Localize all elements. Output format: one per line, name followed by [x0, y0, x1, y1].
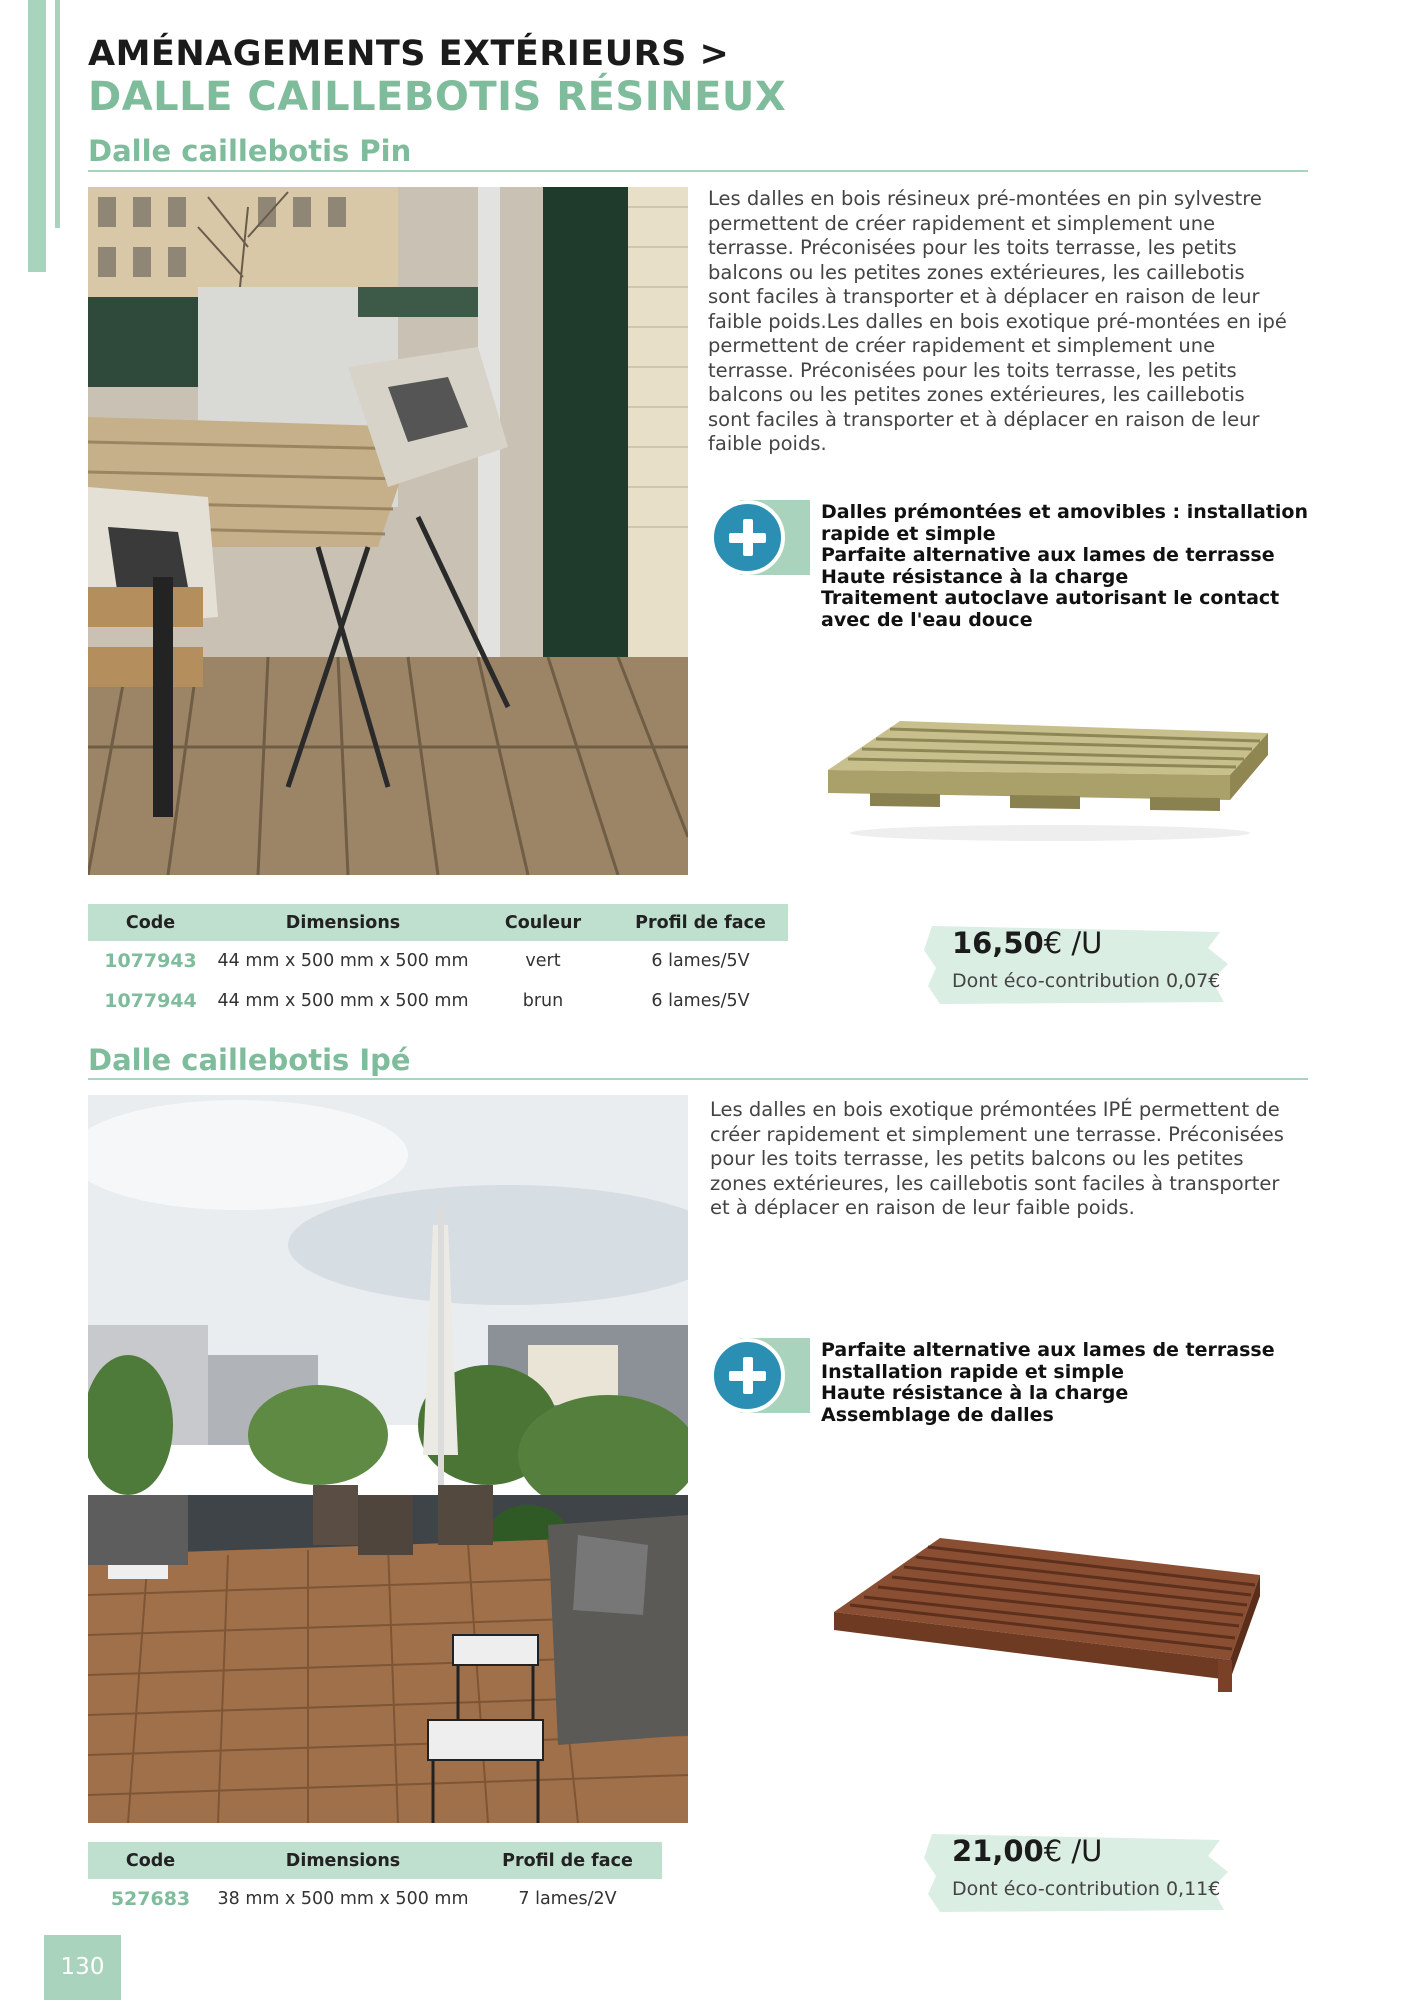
color-cell: vert: [525, 951, 561, 971]
feature-item: Parfaite alternative aux lames de terrasse: [821, 1339, 1275, 1361]
product-code: 527683: [110, 1888, 191, 1910]
dimensions-cell: 44 mm x 500 mm x 500 mm: [217, 991, 469, 1011]
balcony-photo: [88, 187, 688, 875]
feature-item: Parfaite alternative aux lames de terrasse: [821, 544, 1275, 566]
plus-badge-pin: [710, 500, 810, 575]
table-header: Couleur: [473, 904, 613, 941]
feature-item: Dalles prémontées et amovibles : installation: [821, 501, 1309, 523]
product-description-ipe: Les dalles en bois exotique prémontées IPÉ permettent de créer rapidement et simplement une terrasse. Préconisées pour les toits terrasse, les petits balcons ou les petites zones extérieures, les caillebotis sont faciles à transporter et à déplacer en raison de leur faible poids.: [710, 1098, 1284, 1219]
category-breadcrumb: AMÉNAGEMENTS EXTÉRIEURS >: [88, 34, 730, 74]
sidebar-accent-bar: [28, 0, 46, 272]
table-header: Profil de face: [473, 1842, 662, 1879]
feature-item: Haute résistance à la charge: [821, 1382, 1129, 1404]
feature-item: Traitement autoclave autorisant le contact: [821, 587, 1280, 609]
profile-cell: 7 lames/2V: [518, 1889, 617, 1909]
table-row: [88, 981, 788, 1021]
page-title: DALLE CAILLEBOTIS RÉSINEUX: [88, 74, 787, 120]
color-cell: brun: [522, 991, 564, 1011]
plus-icon: [710, 1338, 785, 1413]
feature-item: rapide et simple: [821, 522, 996, 545]
sidebar-accent-line: [55, 0, 60, 228]
section-title-ipe: Dalle caillebotis Ipé: [88, 1043, 411, 1077]
spec-table-pin: [88, 904, 788, 1021]
plus-badge-ipe: [710, 1338, 810, 1413]
feature-list-ipe: [821, 1340, 1275, 1426]
dimensions-cell: 44 mm x 500 mm x 500 mm: [217, 951, 469, 971]
table-row: [88, 1879, 662, 1919]
table-header: Code: [88, 1842, 213, 1879]
feature-item: Assemblage de dalles: [821, 1403, 1054, 1426]
rooftop-terrace-photo: [88, 1095, 688, 1823]
table-header: Dimensions: [213, 1842, 473, 1879]
feature-item: Haute résistance à la charge: [821, 565, 1129, 588]
feature-item: avec de l'eau douce: [821, 608, 1033, 631]
table-row: [88, 941, 788, 981]
eco-contribution: Dont éco-contribution 0,11€: [952, 1878, 1221, 1900]
feature-item: Installation rapide et simple: [821, 1360, 1125, 1383]
profile-cell: 6 lames/5V: [651, 951, 750, 971]
profile-cell: 6 lames/5V: [651, 991, 750, 1011]
section-title-pin: Dalle caillebotis Pin: [88, 134, 412, 168]
spec-table-ipe: [88, 1842, 662, 1919]
feature-list-pin: [821, 502, 1308, 631]
eco-contribution: Dont éco-contribution 0,07€: [952, 970, 1221, 992]
price-value: 16,50€ /U: [952, 926, 1103, 960]
price-tag-pin: [920, 920, 1230, 1008]
page-number: 130: [44, 1935, 121, 2000]
product-description-pin: Les dalles en bois résineux pré-montées en pin sylvestre permettent de créer rapidement et simplement une terrasse. Préconisées pour les toits terrasse, les petits balcons ou les petites zones extérieures, les caillebotis sont faciles à transporter et à déplacer en raison de leur faible poids.Les dalles en bois exotique pré-montées en ipé permettent de créer rapidement et simplement une terrasse. Préconisées pour les toits terrasse, les petits balcons ou les petites zones extérieures, les caillebotis sont faciles à transporter et à déplacer en raison de leur faible poids.: [708, 187, 1287, 455]
table-header: Code: [88, 904, 213, 941]
price-tag-ipe: [920, 1828, 1230, 1916]
ipe-tile-product-image: [830, 1530, 1270, 1710]
table-header: Profil de face: [613, 904, 788, 941]
product-code: 1077944: [104, 990, 197, 1012]
section-divider: [88, 1078, 1308, 1080]
plus-icon: [710, 500, 785, 575]
product-code: 1077943: [104, 950, 197, 972]
table-header: Dimensions: [213, 904, 473, 941]
dimensions-cell: 38 mm x 500 mm x 500 mm: [217, 1889, 469, 1909]
pine-tile-product-image: [820, 715, 1280, 850]
section-divider: [88, 170, 1308, 172]
price-value: 21,00€ /U: [952, 1834, 1103, 1868]
